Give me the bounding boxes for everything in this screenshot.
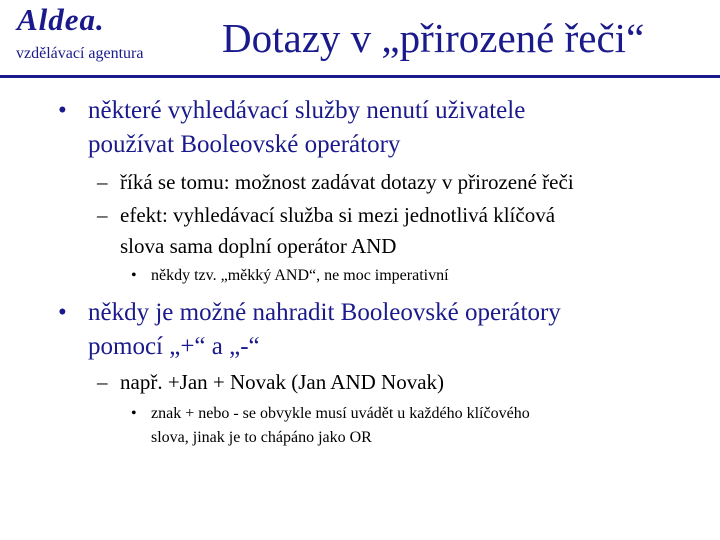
- slide-header: [0, 0, 720, 80]
- bullet-text: [88, 94, 525, 162]
- bullet-line: efekt: vyhledávací služba si mezi jednotlivá klíčová: [120, 203, 556, 227]
- sub-bullet-text: [120, 200, 555, 262]
- bullet-line: slova sama doplní operátor AND: [120, 234, 397, 258]
- bullet-line: slova, jinak je to chápáno jako OR: [151, 429, 372, 446]
- bullet-marker: •: [58, 299, 67, 326]
- bullet-line: některé vyhledávací služby nenutí uživatele: [88, 97, 526, 124]
- dash-marker: –: [97, 203, 108, 227]
- bullet-text: [88, 296, 561, 364]
- bullet-line: znak + nebo - se obvykle musí uvádět u každého klíčového: [151, 405, 530, 422]
- dash-marker: –: [97, 170, 108, 194]
- aldea-logo: Aldea.: [17, 2, 105, 37]
- bullet-line: někdy tzv. „měkký AND“, ne moc imperativní: [151, 267, 449, 284]
- small-bullet-marker: •: [131, 405, 137, 422]
- sub-sub-bullet-text: [151, 264, 449, 288]
- sub-bullet-text: [120, 367, 444, 398]
- bullet-marker: •: [58, 97, 67, 124]
- sub-bullet-text: [120, 167, 574, 198]
- sub-sub-bullet-text: [151, 402, 530, 450]
- slide-title: Dotazy v „přirozené řeči“: [222, 15, 645, 61]
- dash-marker: –: [97, 370, 108, 394]
- bullet-line: používat Booleovské operátory: [88, 131, 401, 158]
- bullet-line: např. +Jan + Novak (Jan AND Novak): [120, 370, 445, 394]
- small-bullet-marker: •: [131, 267, 137, 284]
- logo-tagline: vzdělávací agentura: [16, 45, 144, 62]
- bullet-line: pomocí „+“ a „-“: [88, 333, 260, 360]
- bullet-line: někdy je možné nahradit Booleovské operátory: [88, 299, 561, 326]
- header-divider: [0, 75, 720, 78]
- bullet-line: říká se tomu: možnost zadávat dotazy v přirozené řeči: [120, 170, 574, 194]
